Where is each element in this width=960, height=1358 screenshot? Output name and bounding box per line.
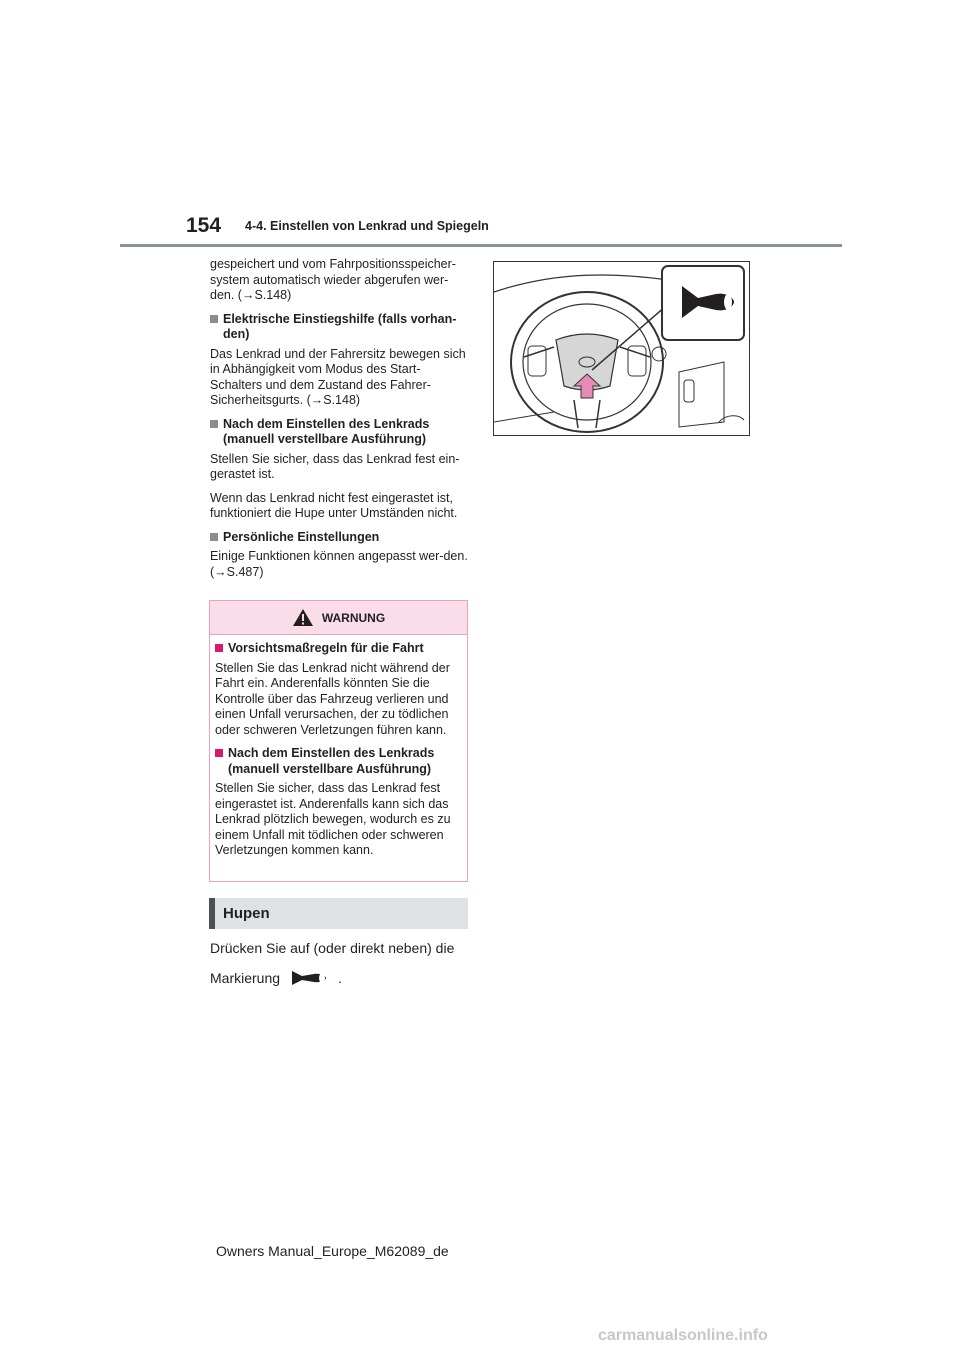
steering-wheel-drawing	[494, 262, 749, 435]
warning-title: WARNUNG	[321, 610, 386, 625]
watermark: carmanualsonline.info	[598, 1327, 768, 1344]
horn-icon	[288, 968, 330, 988]
heading-accent	[209, 898, 215, 929]
warning-subheading: Vorsichtsmaßregeln für die Fahrt	[215, 641, 462, 657]
instruction-period: .	[338, 970, 342, 986]
warning-body	[210, 635, 467, 859]
subheading-persoenliche-einstellungen: Persönliche Einstellungen	[210, 530, 472, 546]
page-number: 154	[186, 214, 222, 237]
section-title: 4-4. Einstellen von Lenkrad und Spiegeln	[245, 219, 489, 233]
warning-paragraph: Stellen Sie das Lenkrad nicht während der Fahrt ein. Anderenfalls könnten Sie die Kontrolle über das Fahrzeug verlieren und einen Unfall verursachen, der zu tödlichen oder schweren Verletzungen führen kann.	[215, 660, 450, 737]
hupen-title: Hupen	[223, 905, 270, 922]
warning-paragraph: Stellen Sie sicher, dass das Lenkrad fest eingerastet ist. Anderenfalls kann sich das Lenkrad plötzlich bewegen, wodurch es zu einem Unfall mit tödlichen oder schweren Verletzungen kommen kann.	[215, 781, 451, 857]
intro-paragraph: gespeichert und vom Fahrpositionsspeicher-system automatisch wieder abgerufen wer-den. (→S.148)	[210, 257, 456, 302]
hupen-heading-bar	[209, 898, 468, 929]
main-text-column	[210, 257, 472, 588]
paragraph: Stellen Sie sicher, dass das Lenkrad fest ein-gerastet ist.	[210, 451, 460, 481]
steering-wheel-illustration	[493, 261, 750, 436]
instruction-line-2	[210, 968, 342, 988]
warning-triangle-icon	[292, 608, 314, 627]
bullet-square-icon	[210, 315, 218, 323]
bullet-square-icon	[215, 644, 223, 652]
warning-subheading: Nach dem Einstellen des Lenkrads (manuell verstellbare Ausführung)	[215, 746, 462, 777]
header-rule	[120, 244, 842, 247]
subheading-nach-dem-einstellen: Nach dem Einstellen des Lenkrads (manuell verstellbare Ausführung)	[210, 417, 472, 448]
paragraph: Das Lenkrad und der Fahrersitz bewegen sich in Abhängigkeit vom Modus des Start-Schalters und dem Zustand des Fahrer-Sicherheitsgurts. (→S.148)	[210, 346, 466, 407]
warning-header	[210, 601, 467, 635]
paragraph: Einige Funktionen können angepasst wer-den. (→S.487)	[210, 549, 468, 579]
subheading-einstiegshilfe: Elektrische Einstiegshilfe (falls vorhan-den)	[210, 312, 472, 343]
bullet-square-icon	[210, 420, 218, 428]
bullet-square-icon	[215, 749, 223, 757]
paragraph: Wenn das Lenkrad nicht fest eingerastet ist, funktioniert die Hupe unter Umständen nicht.	[210, 490, 458, 520]
warning-box	[209, 600, 468, 882]
footer-text: Owners Manual_Europe_M62089_de	[216, 1243, 449, 1259]
bullet-square-icon	[210, 533, 218, 541]
instruction-text: Markierung	[210, 970, 281, 986]
instruction-line-1: Drücken Sie auf (oder direkt neben) die	[210, 940, 455, 956]
